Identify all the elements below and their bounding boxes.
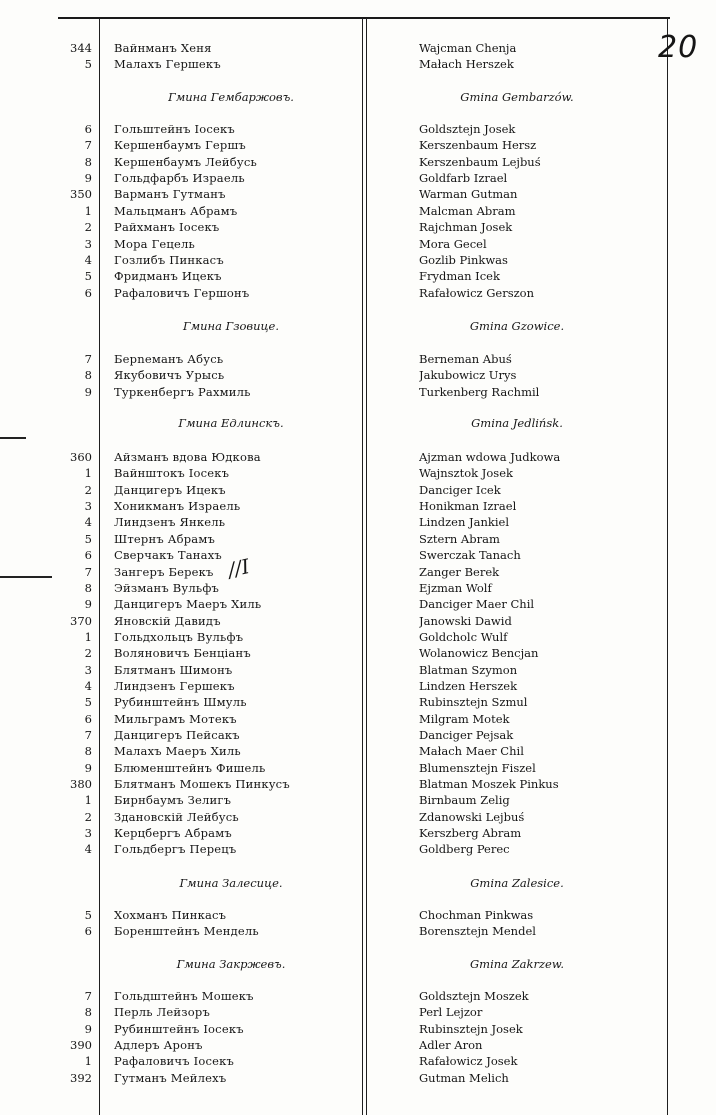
name-polish: Rubinsztejn Josek [419, 1021, 523, 1036]
name-russian: Блятманъ Шимонъ [114, 662, 233, 677]
name-russian: Малахъ Маеръ Хиль [114, 744, 241, 759]
table-row [0, 809, 716, 825]
name-polish: Ejzman Wolf [419, 580, 492, 595]
entry-number: 5 [84, 269, 92, 284]
table-row [0, 186, 716, 202]
name-russian: Блюменштейнъ Фишель [114, 760, 266, 775]
heading-russian: Гмина Закржевъ. [176, 957, 286, 971]
table-row [0, 694, 716, 710]
name-polish: Chochman Pinkwas [419, 908, 534, 922]
entry-number: 370 [70, 613, 92, 628]
heading-polish: Gmina Gzowice. [469, 319, 565, 333]
entry-number: 9 [84, 171, 92, 186]
name-russian: Адлеръ Аронъ [114, 1038, 203, 1052]
table-row [0, 678, 716, 694]
name-polish: Warman Gutman [419, 187, 518, 202]
entry-number: 7 [84, 352, 92, 366]
margin-mark [0, 437, 26, 439]
table-row [0, 170, 716, 186]
section-heading [0, 955, 716, 973]
table-row [0, 137, 716, 153]
entry-number: 5 [84, 908, 92, 922]
entry-number: 3 [84, 826, 92, 840]
name-polish: Małach Maer Chil [419, 744, 524, 759]
name-russian: Данцигеръ Маеръ Хиль [114, 597, 262, 612]
name-polish: Zanger Berek [419, 564, 500, 579]
name-russian: Гольдфарбъ Израель [114, 171, 245, 186]
name-russian: Гольдбергъ Перецъ [114, 842, 237, 857]
name-russian: Данцигеръ Ицекъ [114, 482, 226, 497]
name-russian: Гольдштейнъ Мошекъ [114, 989, 254, 1003]
entry-number: 9 [84, 1021, 92, 1036]
name-russian: Штернъ Абрамъ [114, 531, 216, 546]
table-row [0, 268, 716, 284]
name-polish: Rafałowicz Josek [419, 1054, 518, 1069]
page-number: 20 [658, 30, 699, 65]
name-polish: Gozlib Pinkwas [419, 252, 508, 267]
entry-number: 7 [84, 989, 92, 1003]
entry-number: 4 [84, 842, 92, 857]
table-row [0, 923, 716, 939]
name-russian: Мора Гецель [114, 236, 195, 251]
name-russian: Данцигеръ Пейсакъ [114, 728, 240, 742]
name-russian: Мальцманъ Абрамъ [114, 203, 238, 218]
table-row [0, 465, 716, 481]
name-russian: Райхманъ Іосекъ [114, 220, 220, 235]
entry-number: 9 [84, 597, 92, 612]
name-russian: Якубовичъ Урысь [114, 368, 225, 383]
entry-number: 6 [84, 285, 92, 300]
name-polish: Małach Herszek [419, 57, 514, 72]
name-polish: Rafałowicz Gerszon [419, 285, 534, 300]
table-row [0, 1070, 716, 1086]
name-polish: Milgram Motek [419, 711, 510, 726]
table-row [0, 662, 716, 678]
section-heading [0, 317, 716, 335]
table-row [0, 219, 716, 235]
heading-russian: Гмина Гембаржовъ. [168, 90, 294, 104]
table-row [0, 743, 716, 759]
name-polish: Rubinsztejn Szmul [419, 695, 528, 710]
entry-number: 392 [70, 1070, 92, 1085]
entry-number: 1 [84, 466, 92, 481]
section-heading [0, 88, 716, 106]
name-russian: Бирнбаумъ Зелигъ [114, 793, 232, 808]
entry-number: 4 [84, 252, 92, 267]
heading-polish: Gmina Gembarzów. [460, 90, 574, 104]
entry-number: 5 [84, 531, 92, 546]
name-polish: Wajcman Chenja [419, 41, 517, 55]
name-russian: Линдзенъ Гершекъ [114, 678, 235, 693]
name-polish: Borensztejn Mendel [419, 924, 536, 939]
entry-number: 380 [70, 777, 92, 791]
name-russian: Блятманъ Мошекъ Пинкусъ [114, 777, 290, 791]
name-russian: Боренштейнъ Мендель [114, 924, 259, 939]
name-russian: Варманъ Гутманъ [114, 187, 226, 202]
entry-number: 1 [84, 203, 92, 218]
name-russian: Вайнманъ Хеня [114, 41, 212, 55]
name-russian: Гутманъ Мейлехъ [114, 1070, 227, 1085]
name-polish: Berneman Abuś [419, 352, 512, 366]
table-row [0, 711, 716, 727]
name-russian: Зангеръ Берекъ [114, 564, 214, 579]
heading-russian: Гмина Залесице. [179, 876, 283, 890]
table-row [0, 613, 716, 629]
entry-number: 2 [84, 646, 92, 661]
name-polish: Ajzman wdowa Judkowa [419, 450, 561, 464]
entry-number: 4 [84, 678, 92, 693]
table-row [0, 547, 716, 563]
heading-russian: Гмина Едлинскъ. [178, 416, 284, 430]
entry-number: 8 [84, 744, 92, 759]
entry-number: 350 [70, 187, 92, 202]
name-russian: Кершенбаумъ Гершъ [114, 138, 246, 153]
name-polish: Wajnsztok Josek [419, 466, 513, 481]
name-russian: Линдзенъ Янкель [114, 515, 226, 530]
name-polish: Frydman Icek [419, 269, 500, 284]
name-polish: Goldberg Perec [419, 842, 510, 857]
entry-number: 4 [84, 515, 92, 530]
section-heading [0, 414, 716, 432]
table-row [0, 596, 716, 612]
name-polish: Blatman Szymon [419, 662, 518, 677]
table-row [0, 252, 716, 268]
name-polish: Kerszberg Abram [419, 826, 522, 840]
table-row [0, 907, 716, 923]
name-polish: Kerszenbaum Hersz [419, 138, 537, 153]
name-polish: Rajchman Josek [419, 220, 513, 235]
name-russian: Мильграмъ Мотекъ [114, 711, 237, 726]
name-russian: Воляновичъ Бенціанъ [114, 646, 251, 661]
table-row [0, 1004, 716, 1020]
entry-number: 6 [84, 924, 92, 939]
name-polish: Malcman Abram [419, 203, 516, 218]
table-row [0, 727, 716, 743]
entry-number: 3 [84, 499, 92, 514]
heading-polish: Gmina Jedlińsk. [471, 416, 563, 430]
entry-number: 1 [84, 1054, 92, 1069]
table-row [0, 825, 716, 841]
entry-number: 8 [84, 1005, 92, 1020]
name-russian: Малахъ Гершекъ [114, 57, 221, 72]
name-polish: Blatman Moszek Pinkus [419, 777, 559, 791]
name-russian: Рубинштейнъ Іосекъ [114, 1021, 244, 1036]
table-row [0, 1037, 716, 1053]
entry-number: 2 [84, 809, 92, 824]
table-row [0, 285, 716, 301]
table-row [0, 841, 716, 857]
name-polish: Lindzen Jankiel [419, 515, 510, 530]
entry-number: 9 [84, 760, 92, 775]
name-polish: Sztern Abram [419, 531, 500, 546]
table-row [0, 351, 716, 367]
entry-number: 6 [84, 548, 92, 563]
entry-number: 6 [84, 122, 92, 136]
name-polish: Gutman Melich [419, 1070, 509, 1085]
name-polish: Swerczak Tanach [419, 548, 521, 563]
name-polish: Kerszenbaum Lejbuś [419, 154, 541, 169]
heading-russian: Гмина Гзовице. [182, 319, 280, 333]
table-row [0, 154, 716, 170]
name-russian: Эйзманъ Вульфъ [114, 580, 220, 595]
name-russian: Гозлибъ Пинкасъ [114, 252, 224, 267]
name-polish: Turkenberg Rachmil [419, 384, 540, 399]
name-russian: Перль Лейзоръ [114, 1005, 210, 1020]
name-polish: Goldsztejn Moszek [419, 989, 529, 1003]
name-russian: Рафаловичъ Іосекъ [114, 1054, 235, 1069]
entry-number: 5 [84, 57, 92, 72]
entry-number: 7 [84, 138, 92, 153]
entry-number: 360 [70, 450, 92, 464]
entry-number: 6 [84, 711, 92, 726]
table-row [0, 367, 716, 383]
table-row [0, 580, 716, 596]
table-row [0, 498, 716, 514]
name-russian: Кершенбаумъ Лейбусь [114, 154, 257, 169]
name-polish: Blumensztejn Fiszel [419, 760, 536, 775]
table-row [0, 792, 716, 808]
entry-number: 3 [84, 236, 92, 251]
entry-number: 7 [84, 564, 92, 579]
entry-number: 9 [84, 384, 92, 399]
name-polish: Birnbaum Zelig [419, 793, 510, 808]
entry-number: 2 [84, 482, 92, 497]
name-polish: Danciger Pejsak [419, 728, 514, 742]
entry-number: 8 [84, 154, 92, 169]
entry-number: 7 [84, 728, 92, 742]
name-russian: Фридманъ Ицекъ [114, 269, 222, 284]
name-polish: Zdanowski Lejbuś [419, 809, 525, 824]
name-russian: Яновскій Давидъ [114, 613, 221, 628]
name-russian: Вайнштокъ Іосекъ [114, 466, 230, 481]
name-polish: Janowski Dawid [419, 613, 512, 628]
table-row [0, 645, 716, 661]
table-row [0, 776, 716, 792]
table-row [0, 56, 716, 72]
table-row [0, 236, 716, 252]
table-row [0, 1021, 716, 1037]
table-row [0, 629, 716, 645]
name-russian: Туркенбергъ Рахмиль [114, 384, 251, 399]
entry-number: 1 [84, 629, 92, 644]
name-polish: Wolanowicz Bencjan [419, 646, 539, 661]
name-polish: Goldcholc Wulf [419, 629, 508, 644]
table-row [0, 203, 716, 219]
table-row [0, 384, 716, 400]
name-polish: Perl Lejzor [419, 1005, 483, 1020]
name-russian: Керцбергъ Абрамъ [114, 826, 232, 840]
table-row [0, 760, 716, 776]
entry-number: 390 [70, 1038, 92, 1052]
name-polish: Mora Gecel [419, 236, 487, 251]
entry-number: 8 [84, 368, 92, 383]
name-polish: Adler Aron [419, 1038, 483, 1052]
table-row [0, 1053, 716, 1069]
table-row [0, 40, 716, 56]
name-russian: Сверчакъ Танахъ [114, 548, 222, 563]
name-russian: Рафаловичъ Гершонъ [114, 285, 250, 300]
section-heading [0, 874, 716, 892]
table-row [0, 482, 716, 498]
heading-polish: Gmina Zalesice. [470, 876, 564, 890]
name-polish: Honikman Izrael [419, 499, 517, 514]
name-russian: Рубинштейнъ Шмуль [114, 695, 247, 710]
table-row [0, 449, 716, 465]
entry-number: 2 [84, 220, 92, 235]
name-russian: Хоникманъ Израель [114, 499, 241, 514]
handwritten-mark: //I [225, 554, 252, 582]
name-russian: Здановскій Лейбусь [114, 809, 239, 824]
name-polish: Lindzen Herszek [419, 678, 518, 693]
name-polish: Danciger Icek [419, 482, 501, 497]
entry-number: 8 [84, 580, 92, 595]
name-polish: Goldfarb Izrael [419, 171, 508, 186]
table-row [0, 121, 716, 137]
top-rule [58, 17, 670, 19]
table-row [0, 564, 716, 580]
table-row [0, 531, 716, 547]
name-russian: Гольдхольцъ Вульфъ [114, 629, 244, 644]
heading-polish: Gmina Zakrzew. [470, 957, 564, 971]
table-row [0, 988, 716, 1004]
entry-number: 3 [84, 662, 92, 677]
entry-number: 5 [84, 695, 92, 710]
name-polish: Danciger Maer Chil [419, 597, 535, 612]
entry-number: 344 [70, 41, 92, 55]
name-polish: Jakubowicz Urys [419, 368, 517, 383]
name-russian: Хохманъ Пинкасъ [114, 908, 227, 922]
name-russian: Айзманъ вдова Юдкова [114, 450, 261, 464]
name-russian: Гольштейнъ Іосекъ [114, 122, 235, 136]
name-polish: Goldsztejn Josek [419, 122, 516, 136]
entry-number: 1 [84, 793, 92, 808]
table-row [0, 514, 716, 530]
name-russian: Берneманъ Абусь [114, 352, 224, 366]
